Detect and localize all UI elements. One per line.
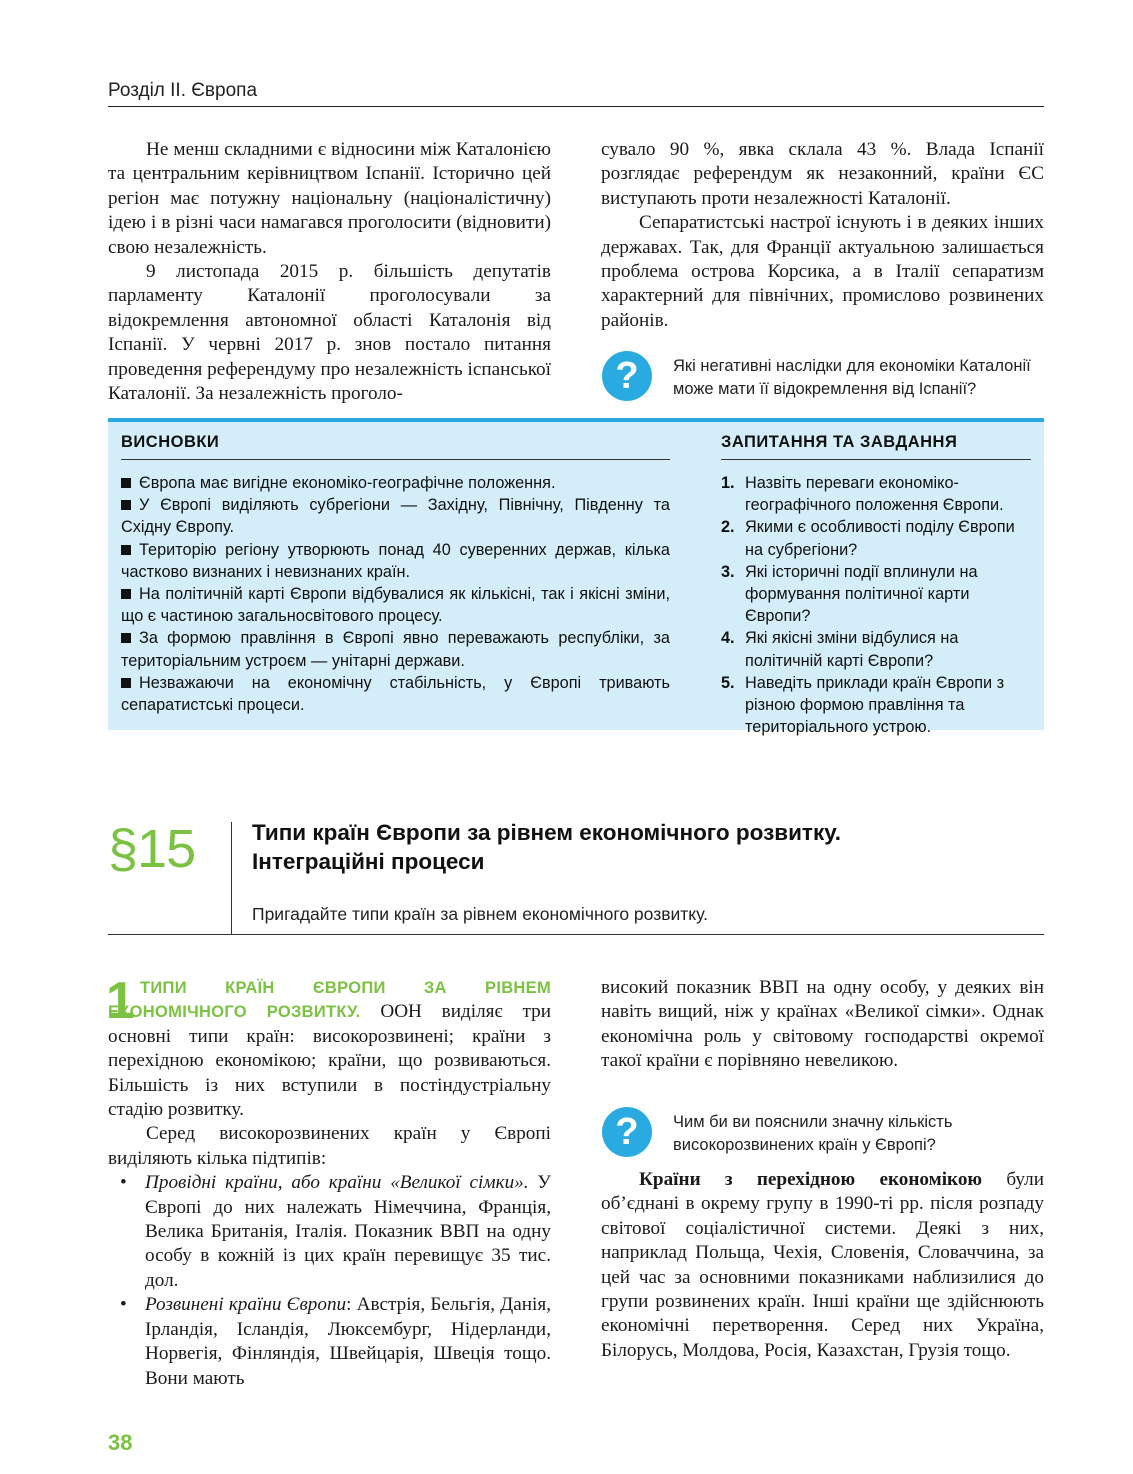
page-number: 38 [108, 1430, 133, 1455]
conclusions-list [121, 472, 670, 716]
question-text: Чим би ви пояснили значну кількість високорозвинених країн у Європі? [673, 1113, 953, 1154]
section1-left-column [106, 972, 552, 1391]
section1-intro: ТИПИ КРАЇН ЄВРОПИ ЗА РІВНЕМ ЕКОНОМІЧНОГО РОЗВИТКУ. ООН виділяє три основні типи країн: високорозвинені; країни з перехідною економікою; країни, що розвиваються. Більшість із них вступили в постіндустріальну стадію розвитку. [108, 979, 552, 1121]
paragraph-divider [231, 822, 232, 934]
section-header: Розділ ІІ. Європа [108, 80, 258, 101]
section1-right-lower [601, 1168, 1044, 1363]
question-text: Які негативні наслідки для економіки Каталонії може мати її відокремлення від Іспанії? [673, 357, 1031, 398]
text-paragraph: сувало 90 %, явка склала 43 %. Влада Іспанії розглядає референдум як незаконний, країни ЄС виступають проти незалежності Каталонії. [601, 139, 1044, 209]
bullet-dot-icon: • [120, 1172, 127, 1194]
text-paragraph: високий показник ВВП на одну особу, у деяких він навіть вищий, ніж у країнах «Великої сімки». Однак економічна роль у світовому господарстві окремої такої країни є порівняно невеликою. [601, 977, 1044, 1072]
conclusion-item: За формою правління в Європі явно переважають республіки, за територіальним устроєм — унітарні держави. [121, 629, 670, 670]
question-item: 5. Наведіть приклади країн Європи з різною формою правління та територіального устрою. [721, 673, 1005, 737]
top-right-column [601, 138, 1044, 333]
text-paragraph: Не менш складними є відносини між Каталонією та центральним керівництвом Іспанії. Історично цей регіон має потужну національну (націоналістичну) ідею і в різні часи намагався проголосити (відновити) свою незалежність. [108, 139, 551, 258]
text-paragraph: Серед високорозвинених країн у Європі виділяють кілька підтипів: [108, 1123, 551, 1169]
paragraph-title: Типи країн Європи за рівнем економічного розвитку. Інтеграційні процеси [252, 820, 841, 874]
question-icon: ? [602, 1107, 652, 1157]
question-icon: ? [602, 351, 652, 401]
questions-rule [721, 459, 1031, 460]
paragraph-rule [108, 934, 1044, 935]
conclusion-item: Незважаючи на економічну стабільність, у Європі тривають сепаратистські процеси. [121, 673, 670, 715]
section1-heading: ТИПИ КРАЇН ЄВРОПИ ЗА РІВНЕМ ЕКОНОМІЧНОГО РОЗВИТКУ. [108, 979, 551, 1022]
summary-box [108, 418, 1044, 737]
text-paragraph: Сепаратистські настрої існують і в деяких інших державах. Так, для Франції актуальною залишається проблема острова Корсика, а в Італії сепаратизм характерний для північних, промислово розвинених районів. [601, 212, 1044, 331]
questions-title: ЗАПИТАННЯ ТА ЗАВДАННЯ [721, 433, 958, 451]
question-item: 3. Які історичні події вплинули на формування політичної карти Європи? [721, 562, 978, 626]
subtype-item: • Провідні країни, або країни «Великої сімки». У Європі до них належать Німеччина, Франція, Велика Британія, Італія. Показник ВВП на одну особу в кожній із цих країн перевищує 35 тис. дол. [120, 1172, 551, 1291]
text-paragraph: Країни з перехідною економікою були об’єднані в окрему групу в 1990-ті рр. після розпаду світової соціалістичної системи. Деякі з них, наприклад Польща, Чехія, Словенія, Словаччина, за цей час за основними показниками наблизилися до групи розвинених країн. Інші країни ще здійснюють економічні перетворення. Серед них Україна, Білорусь, Молдова, Росія, Казахстан, Грузія тощо. [601, 1169, 1044, 1361]
conclusion-item: На політичній карті Європи відбувалися як кількісні, так і якісні зміни, що є частиною загальносвітового процесу. [121, 585, 670, 626]
section1-right-column [601, 976, 1044, 1074]
section-number: 1 [106, 972, 135, 1030]
top-left-column [108, 138, 551, 406]
conclusion-item: Європа має вигідне економіко-географічне положення. [121, 472, 670, 494]
square-bullet-icon [121, 678, 131, 688]
question-item: 2. Якими є особливості поділу Європи на субрегіони? [721, 518, 1015, 559]
paragraph-number: §15 [108, 819, 196, 879]
questions-list [721, 472, 1033, 738]
conclusions-title: ВИСНОВКИ [121, 433, 220, 451]
bullet-dot-icon: • [120, 1294, 127, 1316]
paragraph-subtitle: Пригадайте типи країн за рівнем економічного розвитку. [252, 904, 709, 924]
square-bullet-icon [121, 478, 131, 488]
question-item: 4. Які якісні зміни відбулися на політичній карті Європи? [721, 629, 959, 670]
square-bullet-icon [121, 589, 131, 599]
subtype-list [108, 1171, 551, 1391]
square-bullet-icon [121, 500, 131, 510]
question-item: 1. Назвіть переваги економіко-географічного положення Європи. [721, 474, 1004, 515]
header-rule [108, 106, 1044, 107]
square-bullet-icon [121, 545, 131, 555]
conclusion-item: Територію регіону утворюють понад 40 суверенних держав, кілька частково визнаних і невизнаних країн. [121, 540, 670, 581]
square-bullet-icon [121, 633, 131, 643]
text-paragraph: 9 листопада 2015 р. більшість депутатів парламенту Каталонії проголосували за відокремлення автономної області Каталонія від Іспанії. У червні 2017 р. знов постало питання проведення референдуму про незалежність іспанської Каталонії. За незалежність проголо- [108, 261, 551, 405]
conclusions-rule [121, 459, 670, 460]
subtype-item: • Розвинені країни Європи: Австрія, Бельгія, Данія, Ірландія, Ісландія, Люксембург, Нідерланди, Норвегія, Фінляндія, Швейцарія, Швеція тощо. Вони мають [120, 1294, 551, 1389]
conclusion-item: У Європі виділяють субрегіони — Західну, Північну, Південну та Східну Європу. [121, 496, 670, 537]
